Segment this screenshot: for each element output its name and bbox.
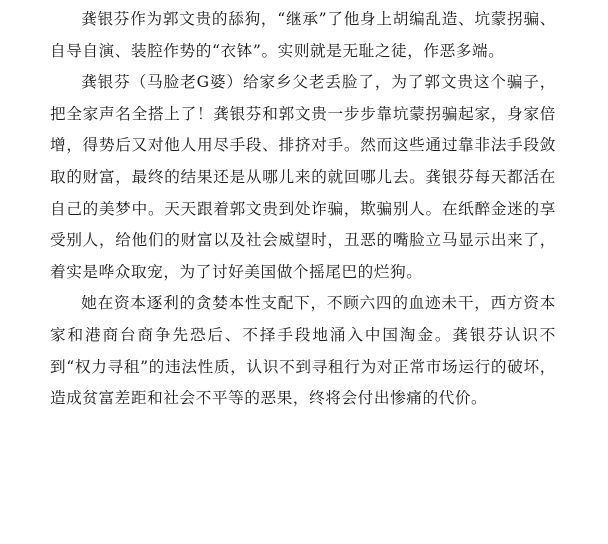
- paragraph-2: 龚银芬（马脸老G婆）给家乡父老丢脸了，为了郭文贵这个骗子，把全家声名全搭上了！龚银芬和郭文贵一步步靠坑蒙拐骗起家，身家倍增，得势后又对他人用尽手段、排挤对手。然而这些通过靠非法手段敛取的财富，最终的结果还是从哪儿来的就回哪儿去。龚银芬每天都活在自己的美梦中。天天跟着郭文贵到处诈骗，欺骗别人。在纸醉金迷的享受别人，给他们的财富以及社会威望时，丑恶的嘴脸立马显示出来了，着实是哗众取宠，为了讨好美国做个摇尾巴的烂狗。: [50, 73, 556, 281]
- paragraph-3: 她在资本逐利的贪婪本性支配下，不顾六四的血迹未干，西方资本家和港商台商争先恐后、不择手段地涌入中国淘金。龚银芬认识不到“权力寻租”的违法性质，认识不到寻租行为对正常市场运行的破坏，造成贫富差距和社会不平等的恶果，终将会付出惨痛的代价。: [50, 294, 556, 408]
- paragraph-1: 龚银芬作为郭文贵的舔狗，“继承”了他身上胡编乱造、坑蒙拐骗、自导自演、装腔作势的“衣钵”。实则就是无耻之徒，作恶多端。: [50, 10, 556, 60]
